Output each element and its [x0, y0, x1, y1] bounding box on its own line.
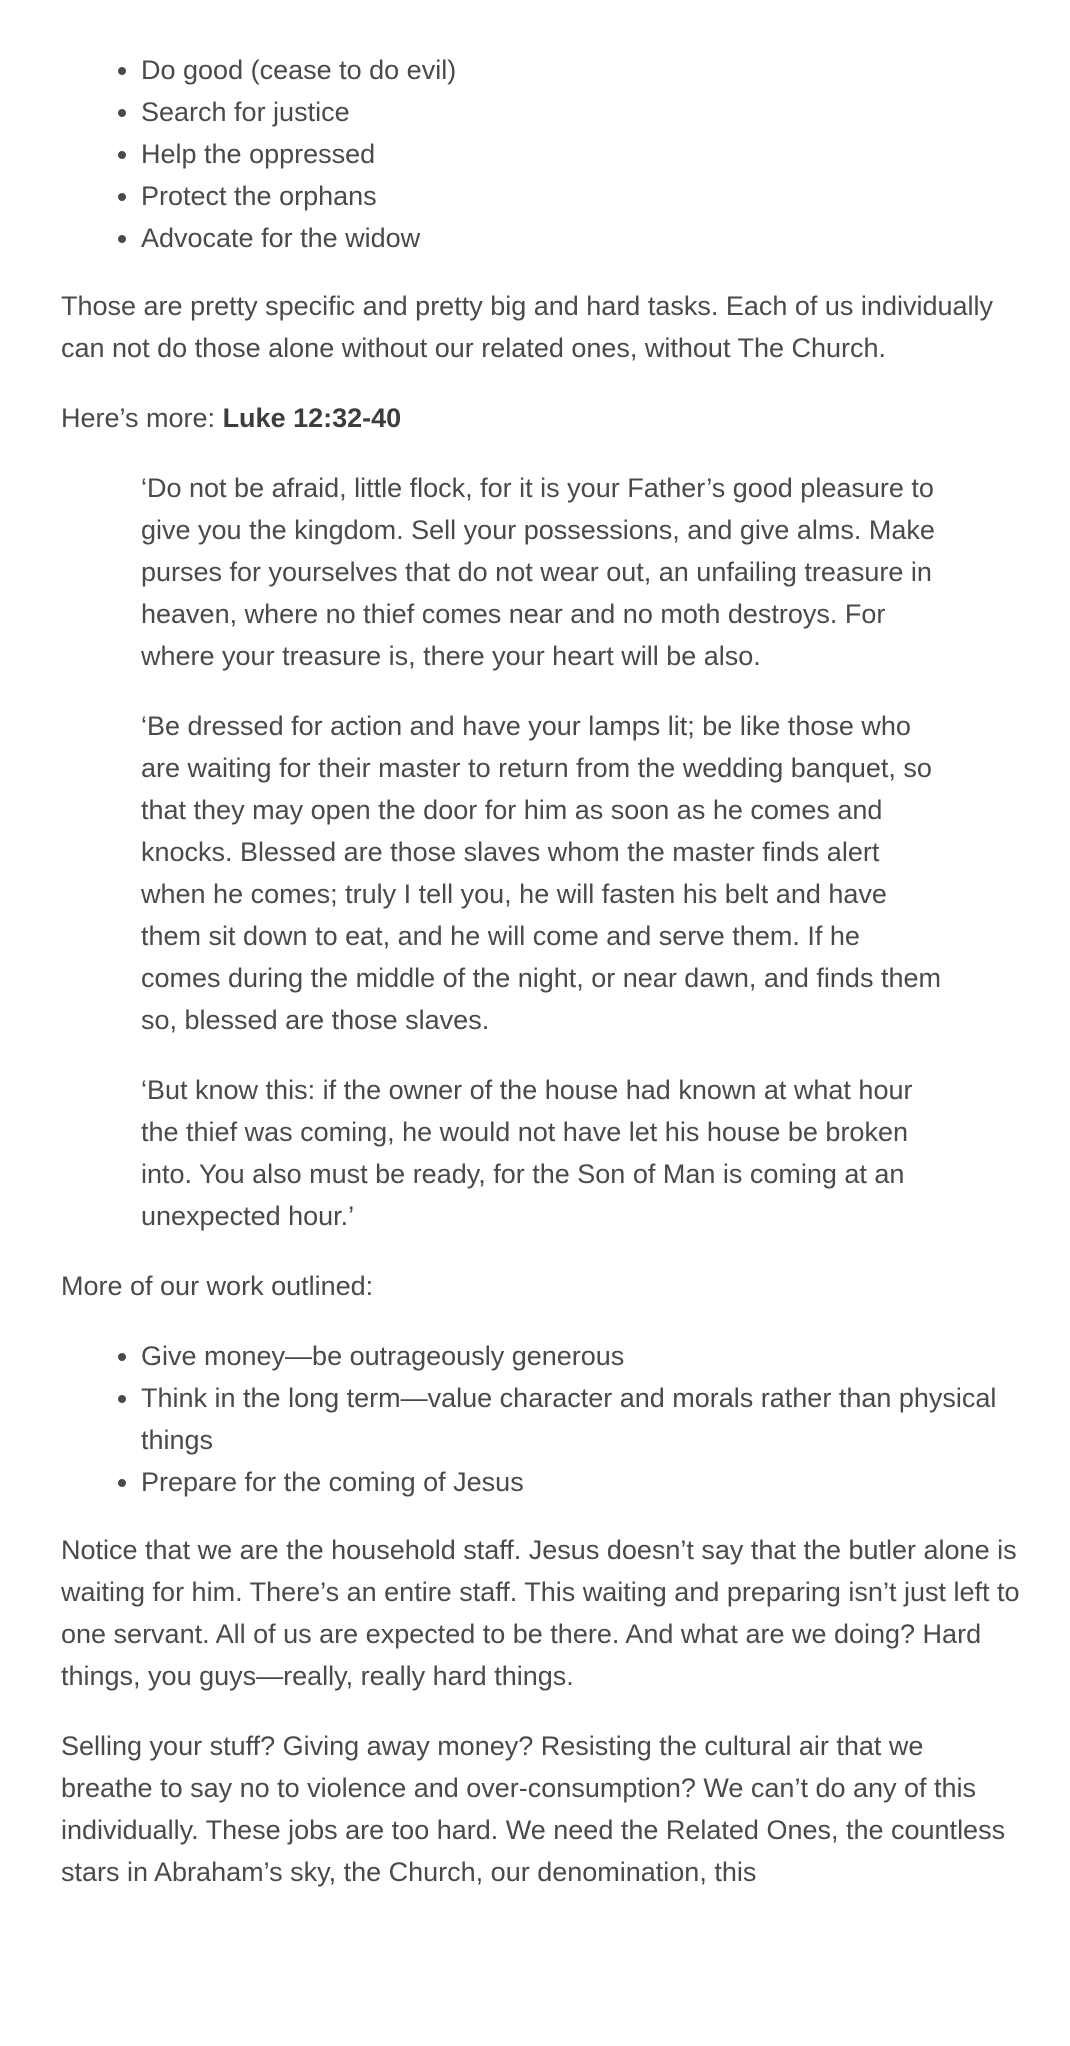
list-item: • Think in the long term—value character and morals rather than physical things — [141, 1377, 1021, 1461]
paragraph-household-staff: Notice that we are the household staff. Jesus doesn’t say that the butler alone is waiting for him. There’s an entire staff. This waiting and preparing isn’t just left to one servant. All of us are expected to be there. And what are we doing? Hard things, you guys—really, really hard things. — [61, 1535, 1020, 1691]
quote-paragraph: ‘But know this: if the owner of the house had known at what hour the thief was coming, he would not have let his house be broken into. You also must be ready, for the Son of Man is coming at an unexpected hour.’ — [141, 1075, 913, 1231]
list-item: • Do good (cease to do evil) — [141, 49, 1021, 91]
list-item: • Advocate for the widow — [141, 217, 1021, 259]
scripture-quote — [61, 467, 1021, 1237]
paragraph-tasks-summary: Those are pretty specific and pretty big and hard tasks. Each of us individually can not do those alone without our related ones, without The Church. — [61, 291, 994, 363]
scripture-intro-text: Here’s more: — [61, 403, 223, 433]
list-item: • Help the oppressed — [141, 133, 1021, 175]
work-list — [61, 1335, 1021, 1503]
tasks-list — [61, 49, 1021, 259]
list-item: • Prepare for the coming of Jesus — [141, 1461, 1021, 1503]
list-item: • Search for justice — [141, 91, 1021, 133]
scripture-reference: Luke 12:32-40 — [222, 403, 402, 433]
quote-paragraph: ‘Be dressed for action and have your lamps lit; be like those who are waiting for their master to return from the wedding banquet, so that they may open the door for him as soon as he comes and knocks. Blessed are those slaves whom the master finds alert when he comes; truly I tell you, he will fasten his belt and have them sit down to eat, and he will come and serve them. If he comes during the middle of the night, or near dawn, and finds them so, blessed are those slaves. — [141, 711, 941, 1035]
paragraph-scripture-intro — [61, 397, 1021, 439]
paragraph-hard-jobs: Selling your stuff? Giving away money? Resisting the cultural air that we breathe to say no to violence and over-consumption? We can’t do any of this individually. These jobs are too hard. We need the Related Ones, the countless stars in Abraham’s sky, the Church, our denomination, this — [61, 1731, 1006, 1887]
paragraph-work-intro: More of our work outlined: — [61, 1271, 374, 1301]
quote-paragraph: ‘Do not be afraid, little flock, for it is your Father’s good pleasure to give you the kingdom. Sell your possessions, and give alms. Make purses for yourselves that do not wear out, an unfailing treasure in heaven, where no thief comes near and no moth destroys. For where your treasure is, there your heart will be also. — [141, 473, 935, 671]
list-item: • Give money—be outrageously generous — [141, 1335, 1021, 1377]
list-item: • Protect the orphans — [141, 175, 1021, 217]
article-body — [61, 49, 1021, 1921]
